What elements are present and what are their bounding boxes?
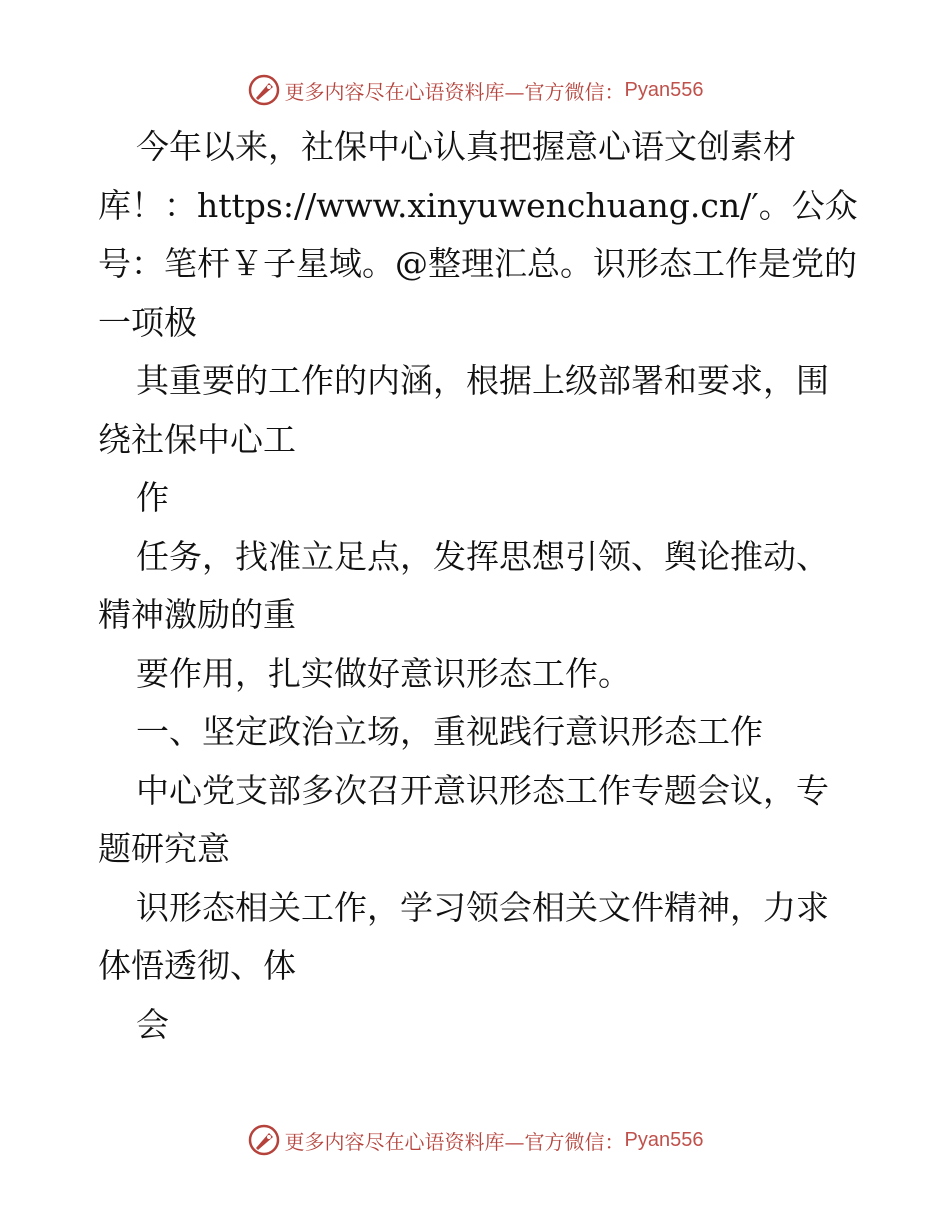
- banner-text: 更多内容尽在心语资料库—官方微信：: [284, 79, 625, 104]
- document-body: [98, 118, 858, 1054]
- paragraph: 中心党支部多次召开意识形态工作专题会议，专题研究意: [98, 770, 829, 868]
- paragraph: 作: [136, 478, 169, 517]
- footer-banner: [0, 1120, 950, 1160]
- paragraph: 其重要的工作的内涵，根据上级部署和要求，围绕社保中心工: [98, 361, 829, 459]
- section-heading: 一、坚定政治立场，重视践行意识形态工作: [136, 712, 763, 751]
- banner-text: 更多内容尽在心语资料库—官方微信：: [284, 1129, 625, 1154]
- pen-nib-logo-icon: [247, 73, 281, 107]
- paragraph: 任务，找准立足点，发挥思想引领、舆论推动、精神激励的重: [98, 536, 829, 634]
- paragraph: 识形态相关工作，学习领会相关文件精神，力求体悟透彻、体: [98, 887, 829, 985]
- banner-wechat-id: Pyan556: [624, 78, 704, 101]
- header-banner: [0, 70, 950, 110]
- paragraph: 会: [136, 1004, 169, 1044]
- paragraph: 今年以来，社保中心认真把握意心语文创素材库！：https://www.xinyuwenchuang.cn/′。公众号：笔杆￥子星域。@整理汇总。识形态工作是党的一项极: [98, 127, 858, 342]
- banner-wechat-id: Pyan556: [624, 1128, 704, 1151]
- pen-nib-logo-icon: [247, 1123, 281, 1157]
- paragraph: 要作用，扎实做好意识形态工作。: [136, 653, 631, 693]
